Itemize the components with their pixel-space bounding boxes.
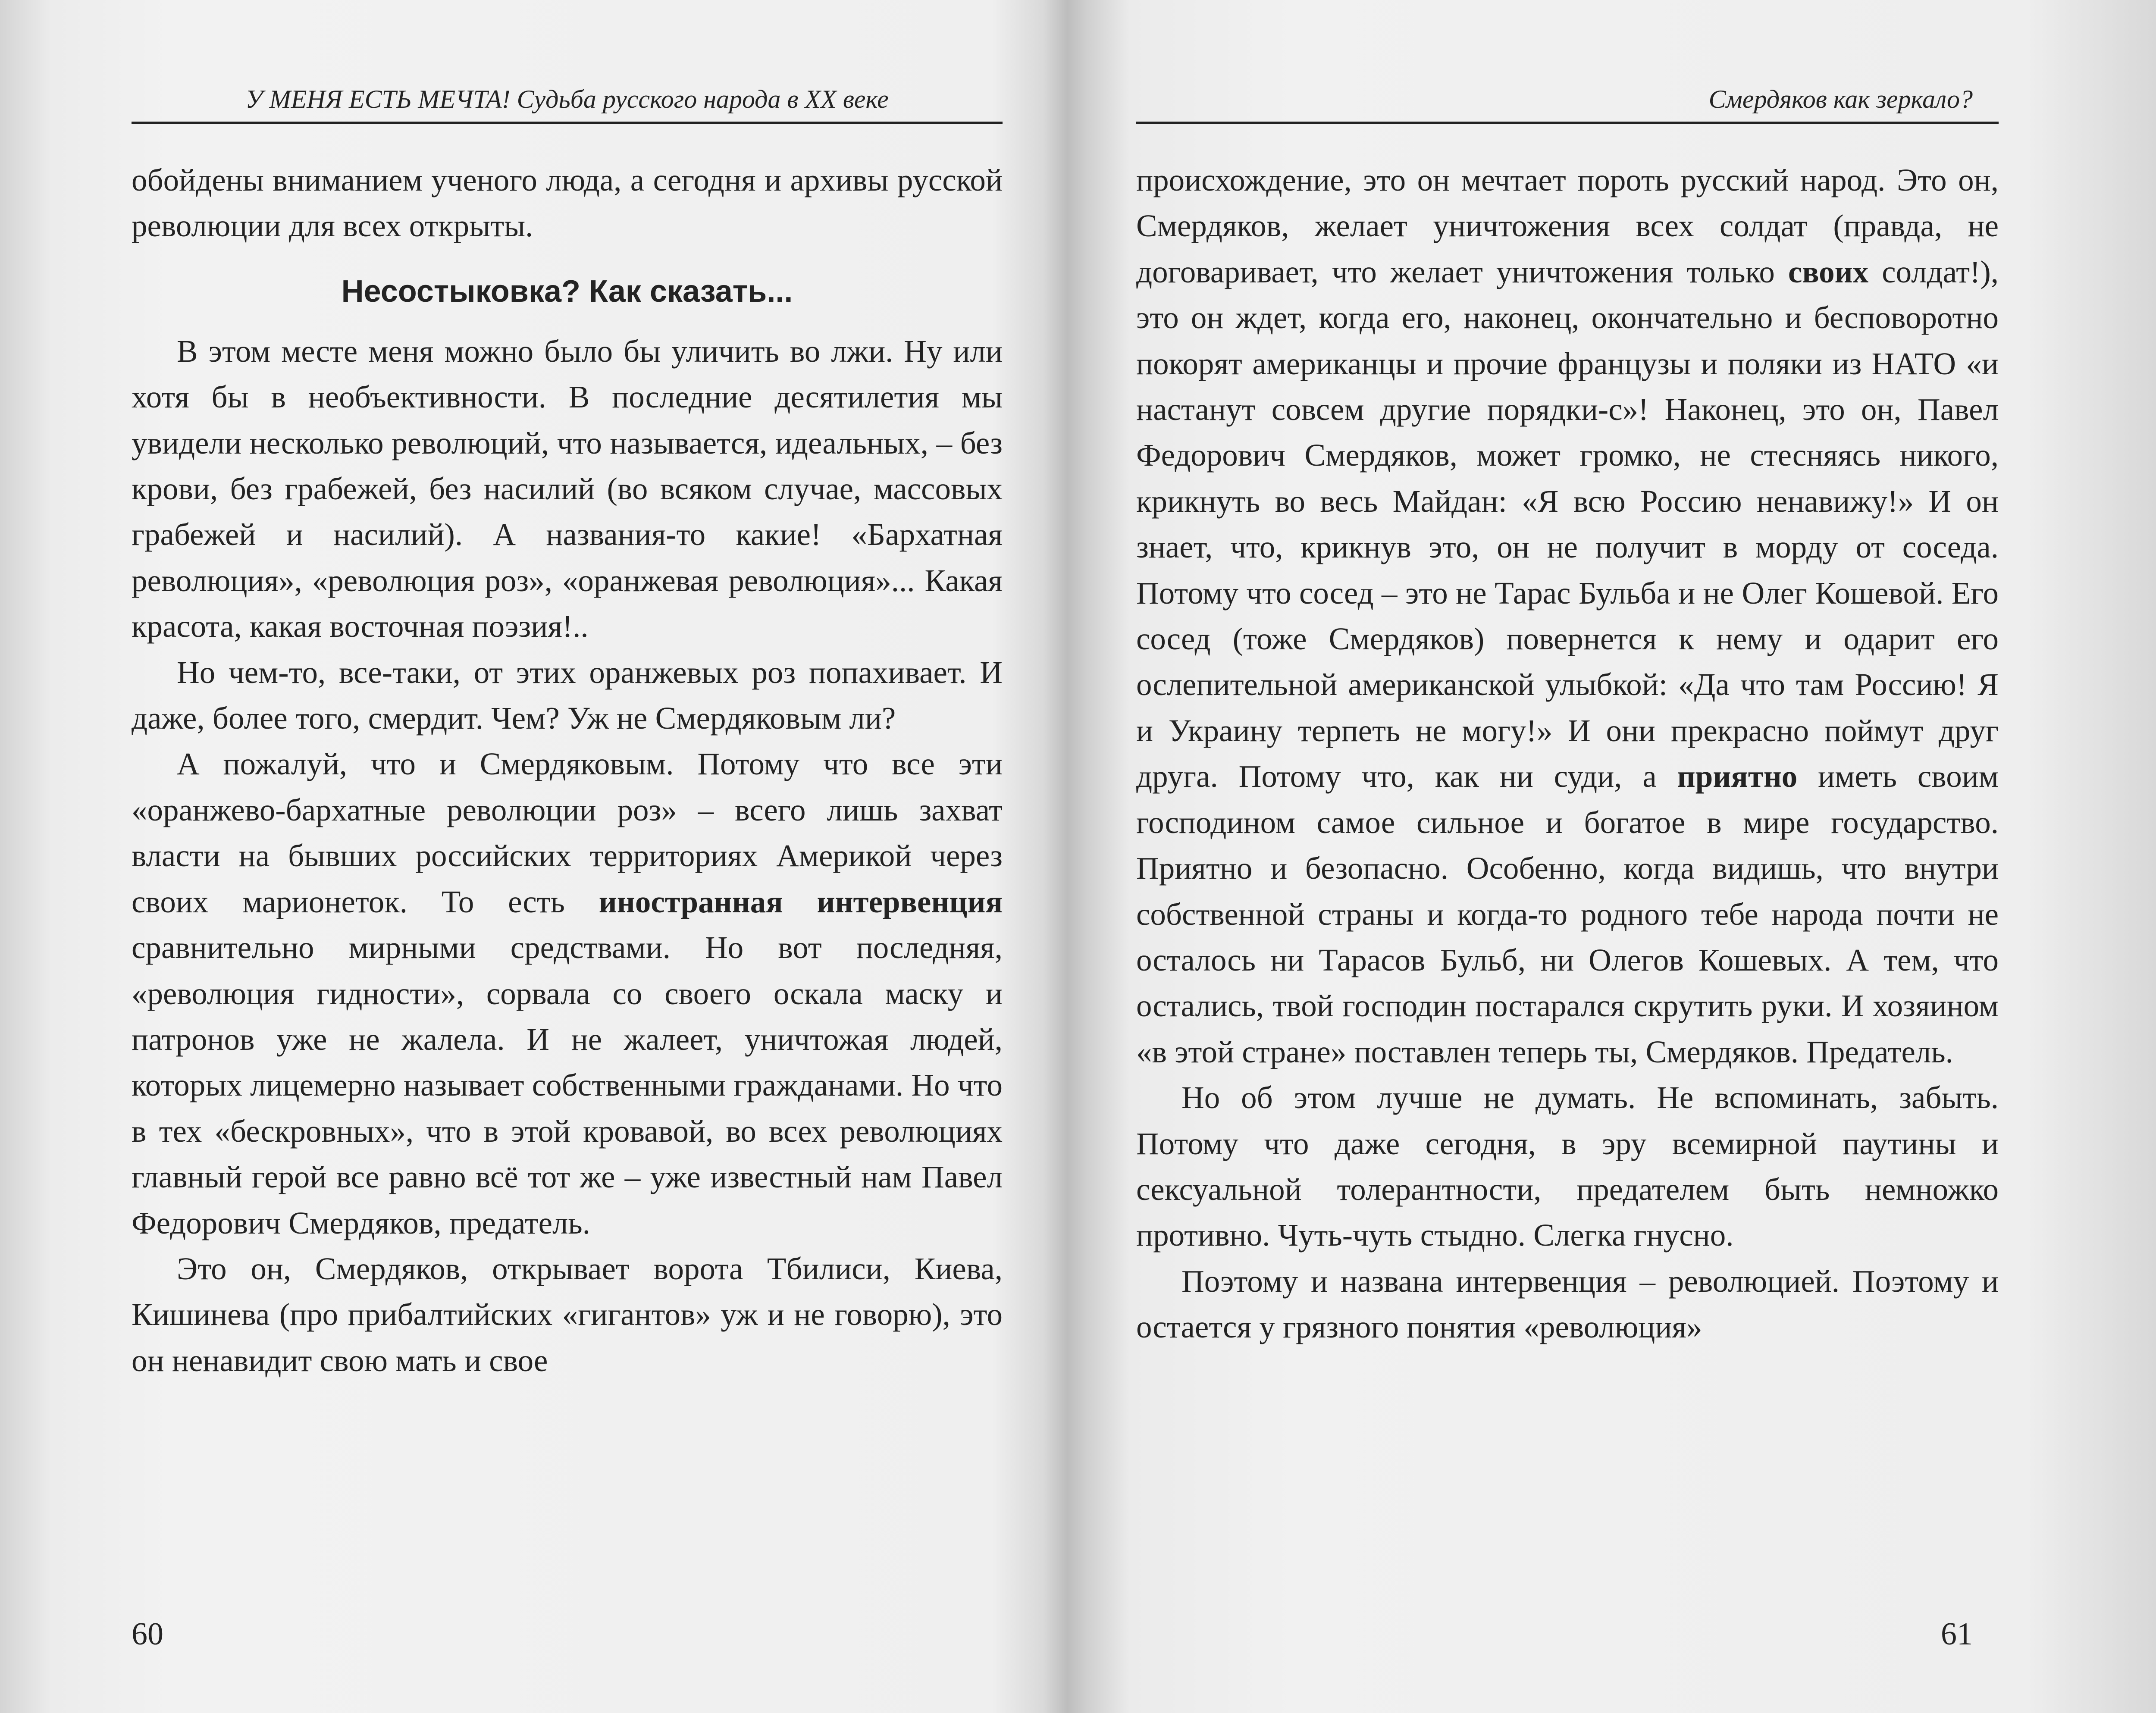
left-page-body bbox=[132, 157, 1003, 1384]
paragraph-3: Поэтому и названа интервенция – революцией. Поэтому и остается у грязного понятия «революция» bbox=[1136, 1263, 1999, 1345]
paragraph-3-part-b: сравнительно мирными средствами. Но вот последняя, «революция гидности», сорвала со своего оскала маску и патронов уже не жалела. И не жалеет, уничтожая людей, которых лицемерно называет собственными гражданами. Но что в тех «бескровных», что в этой кровавой, во всех революциях главный герой все равно всё тот же – уже известный нам Павел Федорович Смердяков, предатель. bbox=[132, 930, 1003, 1240]
paragraph-1-part-c: иметь своим господином самое сильное и богатое в мире государство. Приятно и безопасно. Особенно, когда видишь, что внутри собственной страны и когда-то родного тебе народа почти не осталось ни Тарасов Бульб, ни Олегов Кошевых. А тем, что остались, твой господин постарался скрутить руки. И хозяином «в этой стране» поставлен теперь ты, Смердяков. Предатель. bbox=[1136, 759, 1999, 1069]
bold-phrase-intervention: иностранная интервенция bbox=[599, 884, 1003, 919]
bold-word-svoikh: своих bbox=[1788, 254, 1869, 289]
paragraph-1: В этом месте меня можно было бы уличить во лжи. Ну или хотя бы в необъективности. В последние десятилетия мы увидели несколько революций, что называется, идеальных, – без крови, без грабежей, без насилий (во всяком случае, массовых грабежей и насилий). А названия-то какие! «Бархатная революция», «революция роз», «оранжевая революция»... Какая красота, какая восточная поэзия!.. bbox=[132, 333, 1003, 644]
paragraph-3-part-a: А пожалуй, что и Смердяковым. Потому что все эти «оранжево-бархатные революции роз» – всего лишь захват власти на бывших российских территориях Америкой через своих марионеток. То есть bbox=[132, 746, 1003, 919]
running-head-left: У МЕНЯ ЕСТЬ МЕЧТА! Судьба русского народа в XX веке bbox=[245, 85, 889, 113]
intro-paragraph: обойдены вниманием ученого люда, а сегодня и архивы русской революции для всех открыты. bbox=[132, 163, 1003, 244]
paragraph-1 bbox=[1136, 157, 1999, 1075]
running-head-right: Смердяков как зеркало? bbox=[1708, 85, 1973, 113]
paragraph-3 bbox=[132, 741, 1003, 1246]
section-heading: Несостыковка? Как сказать... bbox=[341, 274, 793, 309]
paragraph-2: Но об этом лучше не думать. Не вспоминать, забыть. Потому что даже сегодня, в эру всемирной паутины и сексуальной толерантности, предателем быть немножко противно. Чуть-чуть стыдно. Слегка гнусно. bbox=[1136, 1080, 1999, 1253]
paragraph-2: Но чем-то, все-таки, от этих оранжевых роз попахивает. И даже, более того, смердит. Чем? Уж не Смердяковым ли? bbox=[132, 655, 1003, 736]
paragraph-1-part-a: происхождение, это он мечтает пороть русский народ. Это он, Смердяков, желает уничтожения всех солдат (правда, не договаривает, что желает уничтожения только bbox=[1136, 163, 1999, 289]
page-number-left: 60 bbox=[132, 1616, 163, 1652]
header-rule-left bbox=[132, 122, 1003, 124]
paragraph-1-part-b: солдат!), это он ждет, когда его, наконец, окончательно и бесповоротно покорят американцы и прочие французы и поляки из НАТО «и настанут совсем другие порядки-с»! Наконец, это он, Павел Федорович Смердяков, может громко, не стесняясь никого, крикнуть во весь Майдан: «Я всю Россию ненавижу!» И он знает, что, крикнув это, он не получит в морду от соседа. Потому что сосед – это не Тарас Бульба и не Олег Кошевой. Его сосед (тоже Смердяков) повернется к нему и одарит его ослепительной американской улыбкой: «Да что там Россию! Я и Украину терпеть не могу!» И они прекрасно поймут друг друга. Потому что, как ни суди, а bbox=[1136, 254, 1999, 794]
page-number-right: 61 bbox=[1941, 1616, 1973, 1652]
bold-word-priyatno: приятно bbox=[1677, 759, 1798, 794]
paragraph-4: Это он, Смердяков, открывает ворота Тбилиси, Киева, Кишинева (про прибалтийских «гигантов» уж и не говорю), это он ненавидит свою мать и свое bbox=[132, 1251, 1003, 1378]
left-page bbox=[132, 0, 1003, 1713]
right-page-body bbox=[1136, 157, 1999, 1350]
header-rule-right bbox=[1136, 122, 1999, 124]
right-page bbox=[1136, 0, 1999, 1713]
